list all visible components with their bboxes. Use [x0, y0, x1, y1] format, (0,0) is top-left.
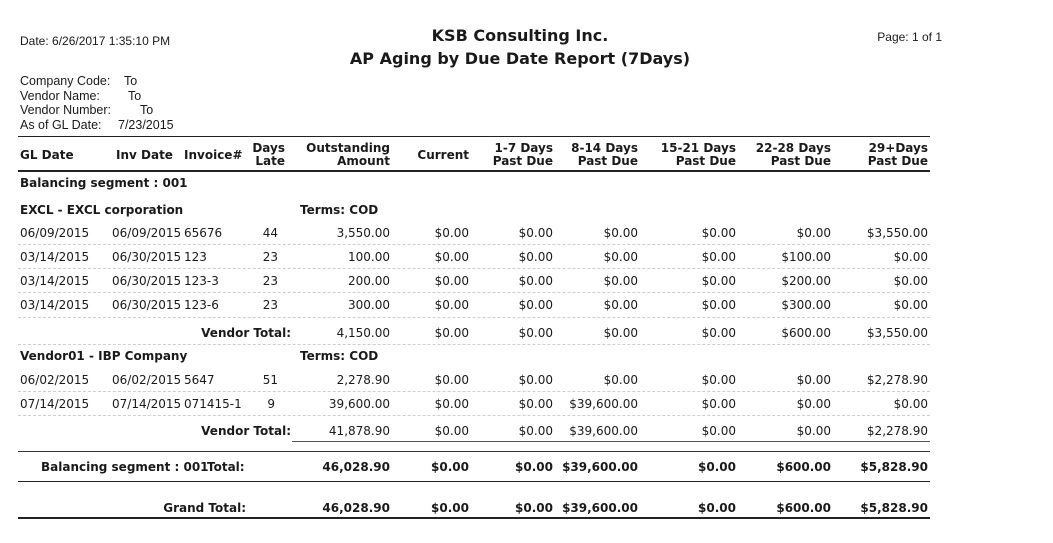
report-date: Date: 6/26/2017 1:35:10 PM: [20, 34, 171, 48]
report-title: AP Aging by Due Date Report (7Days): [349, 49, 691, 68]
col-22-28-days-line1: 22-28 Days: [755, 141, 831, 155]
col-29-plus-days-line1: 29+Days: [868, 141, 928, 155]
cell-gl-date: 07/14/2015: [20, 397, 90, 411]
cell-current: $0.00: [434, 424, 469, 438]
cell-1-7: $0.00: [518, 326, 553, 340]
grand-total-top-rule: [18, 481, 930, 482]
cell-29-plus: $2,278.90: [866, 424, 928, 438]
cell-22-28: $100.00: [781, 250, 831, 264]
col-8-14-days-line1: 8-14 Days: [571, 141, 638, 155]
cell-1-7: $0.00: [518, 274, 553, 288]
cell-29-plus: $3,550.00: [866, 326, 928, 340]
col-1-7-days: [493, 142, 553, 168]
cell-gl-date: 06/02/2015: [20, 373, 90, 387]
param-value: To: [128, 88, 142, 103]
header-top-rule: [18, 136, 930, 137]
cell-gl-date: 03/14/2015: [20, 298, 90, 312]
cell-29-plus: $0.00: [893, 397, 928, 411]
cell-15-21: $0.00: [701, 298, 736, 312]
cell-inv-date: 06/30/2015: [112, 298, 182, 312]
row-divider: [18, 292, 930, 293]
cell-current: $0.00: [434, 226, 469, 240]
page-number: Page: 1 of 1: [877, 30, 942, 44]
cell-outstanding: 4,150.00: [336, 326, 390, 340]
grand-total-label: Grand Total:: [163, 501, 246, 515]
cell-29-plus: $0.00: [893, 298, 928, 312]
cell-outstanding: 39,600.00: [328, 397, 390, 411]
vendor-total-label: Vendor Total:: [201, 424, 291, 438]
cell-inv-date: 06/02/2015: [112, 373, 182, 387]
cell-15-21: $0.00: [698, 501, 736, 515]
param-label: Company Code:: [20, 74, 111, 88]
report-parameters: [20, 74, 174, 132]
header-bottom-rule: [18, 170, 930, 172]
cell-invoice: 5647: [184, 373, 215, 387]
cell-gl-date: 03/14/2015: [20, 250, 90, 264]
col-8-14-days: [571, 142, 638, 168]
cell-1-7: $0.00: [515, 460, 553, 474]
cell-1-7: $0.00: [518, 373, 553, 387]
cell-15-21: $0.00: [701, 397, 736, 411]
cell-22-28: $600.00: [781, 326, 831, 340]
cell-current: $0.00: [434, 298, 469, 312]
cell-29-plus: $5,828.90: [860, 501, 928, 515]
col-8-14-days-line2: Past Due: [577, 154, 638, 168]
segment-header: Balancing segment : 001: [20, 176, 188, 190]
cell-outstanding: 3,550.00: [336, 226, 390, 240]
cell-8-14: $0.00: [603, 298, 638, 312]
cell-29-plus: $5,828.90: [860, 460, 928, 474]
col-15-21-days: [661, 142, 736, 168]
col-inv-date: Inv Date: [116, 148, 173, 162]
cell-8-14: $0.00: [603, 250, 638, 264]
cell-22-28: $0.00: [796, 373, 831, 387]
col-15-21-days-line1: 15-21 Days: [660, 141, 736, 155]
param-vendor-name: [20, 89, 174, 104]
cell-outstanding: 46,028.90: [322, 501, 390, 515]
col-gl-date: GL Date: [20, 148, 74, 162]
param-value: To: [124, 74, 138, 88]
col-15-21-days-line2: Past Due: [675, 154, 736, 168]
cell-22-28: $0.00: [796, 397, 831, 411]
row-divider: [18, 415, 930, 416]
vendor-terms: Terms: COD: [300, 203, 379, 217]
col-outstanding-line2: Amount: [337, 154, 390, 168]
cell-invoice: 123-3: [184, 274, 219, 288]
cell-current: $0.00: [434, 326, 469, 340]
col-outstanding: [306, 142, 390, 168]
cell-outstanding: 2,278.90: [336, 373, 390, 387]
cell-15-21: $0.00: [701, 250, 736, 264]
cell-outstanding: 200.00: [348, 274, 390, 288]
cell-invoice: 65676: [184, 226, 223, 240]
cell-days-late: 23: [262, 298, 278, 312]
col-days-late-line1: Days: [252, 141, 285, 155]
cell-1-7: $0.00: [518, 397, 553, 411]
col-outstanding-line1: Outstanding: [306, 141, 390, 155]
col-29-plus-days-line2: Past Due: [867, 154, 928, 168]
cell-15-21: $0.00: [701, 226, 736, 240]
row-divider: [18, 317, 930, 318]
param-label: Vendor Name:: [20, 88, 100, 103]
param-label: As of GL Date:: [20, 117, 102, 132]
vendor-total-rule: [292, 441, 930, 442]
cell-current: $0.00: [431, 460, 469, 474]
segment-total-top-rule: [18, 451, 930, 452]
cell-8-14: $39,600.00: [562, 501, 638, 515]
cell-inv-date: 06/30/2015: [112, 250, 182, 264]
row-divider: [18, 244, 930, 245]
segment-total-total-label: Total:: [207, 460, 245, 474]
col-invoice: Invoice#: [184, 148, 243, 162]
cell-current: $0.00: [434, 397, 469, 411]
cell-22-28: $300.00: [781, 298, 831, 312]
col-22-28-days-line2: Past Due: [770, 154, 831, 168]
cell-inv-date: 07/14/2015: [112, 397, 182, 411]
cell-15-21: $0.00: [701, 373, 736, 387]
cell-1-7: $0.00: [518, 298, 553, 312]
grand-total-bottom-rule: [18, 517, 930, 519]
cell-22-28: $200.00: [781, 274, 831, 288]
cell-1-7: $0.00: [518, 424, 553, 438]
col-22-28-days: [756, 142, 831, 168]
col-1-7-days-line2: Past Due: [492, 154, 553, 168]
cell-29-plus: $3,550.00: [866, 226, 928, 240]
cell-8-14: $39,600.00: [562, 460, 638, 474]
cell-8-14: $0.00: [603, 274, 638, 288]
cell-gl-date: 06/09/2015: [20, 226, 90, 240]
segment-total-label: Balancing segment : 001: [41, 460, 209, 474]
cell-invoice: 123: [184, 250, 207, 264]
param-gl-date: [20, 118, 174, 133]
param-value: 7/23/2015: [118, 117, 174, 132]
cell-outstanding: 300.00: [348, 298, 390, 312]
cell-8-14: $0.00: [603, 373, 638, 387]
cell-22-28: $0.00: [796, 424, 831, 438]
cell-gl-date: 03/14/2015: [20, 274, 90, 288]
cell-1-7: $0.00: [518, 226, 553, 240]
cell-15-21: $0.00: [701, 424, 736, 438]
col-29-plus-days: [868, 142, 928, 168]
row-divider: [18, 268, 930, 269]
param-label: Vendor Number:: [20, 103, 112, 117]
cell-8-14: $0.00: [603, 326, 638, 340]
cell-22-28: $0.00: [796, 226, 831, 240]
cell-inv-date: 06/30/2015: [112, 274, 182, 288]
cell-29-plus: $2,278.90: [866, 373, 928, 387]
cell-22-28: $600.00: [776, 460, 831, 474]
cell-15-21: $0.00: [698, 460, 736, 474]
vendor-name: EXCL - EXCL corporation: [20, 203, 184, 217]
cell-15-21: $0.00: [701, 274, 736, 288]
cell-22-28: $600.00: [776, 501, 831, 515]
cell-invoice: 071415-1: [184, 397, 242, 411]
vendor-terms: Terms: COD: [300, 349, 379, 363]
cell-days-late: 23: [262, 250, 278, 264]
cell-1-7: $0.00: [518, 250, 553, 264]
cell-15-21: $0.00: [701, 326, 736, 340]
col-current: Current: [417, 148, 469, 162]
cell-outstanding: 100.00: [348, 250, 390, 264]
col-1-7-days-line1: 1-7 Days: [494, 141, 553, 155]
cell-current: $0.00: [434, 274, 469, 288]
cell-8-14: $0.00: [603, 226, 638, 240]
cell-days-late: 23: [262, 274, 278, 288]
company-name: KSB Consulting Inc.: [431, 26, 609, 45]
row-divider: [18, 344, 930, 345]
cell-29-plus: $0.00: [893, 274, 928, 288]
cell-8-14: $39,600.00: [569, 397, 638, 411]
row-divider: [18, 391, 930, 392]
cell-current: $0.00: [431, 501, 469, 515]
cell-inv-date: 06/09/2015: [112, 226, 182, 240]
cell-current: $0.00: [434, 250, 469, 264]
cell-1-7: $0.00: [515, 501, 553, 515]
col-days-late: [252, 142, 285, 168]
param-company-code: [20, 74, 174, 89]
cell-days-late: 9: [267, 397, 275, 411]
vendor-name: Vendor01 - IBP Company: [20, 349, 188, 363]
cell-invoice: 123-6: [184, 298, 219, 312]
col-days-late-line2: Late: [255, 154, 285, 168]
cell-outstanding: 46,028.90: [322, 460, 390, 474]
cell-29-plus: $0.00: [893, 250, 928, 264]
cell-current: $0.00: [434, 373, 469, 387]
param-value: To: [140, 103, 154, 117]
param-vendor-number: [20, 103, 174, 118]
cell-days-late: 51: [262, 373, 278, 387]
cell-8-14: $39,600.00: [569, 424, 638, 438]
cell-outstanding: 41,878.90: [328, 424, 390, 438]
cell-days-late: 44: [262, 226, 278, 240]
vendor-total-label: Vendor Total:: [201, 326, 291, 340]
